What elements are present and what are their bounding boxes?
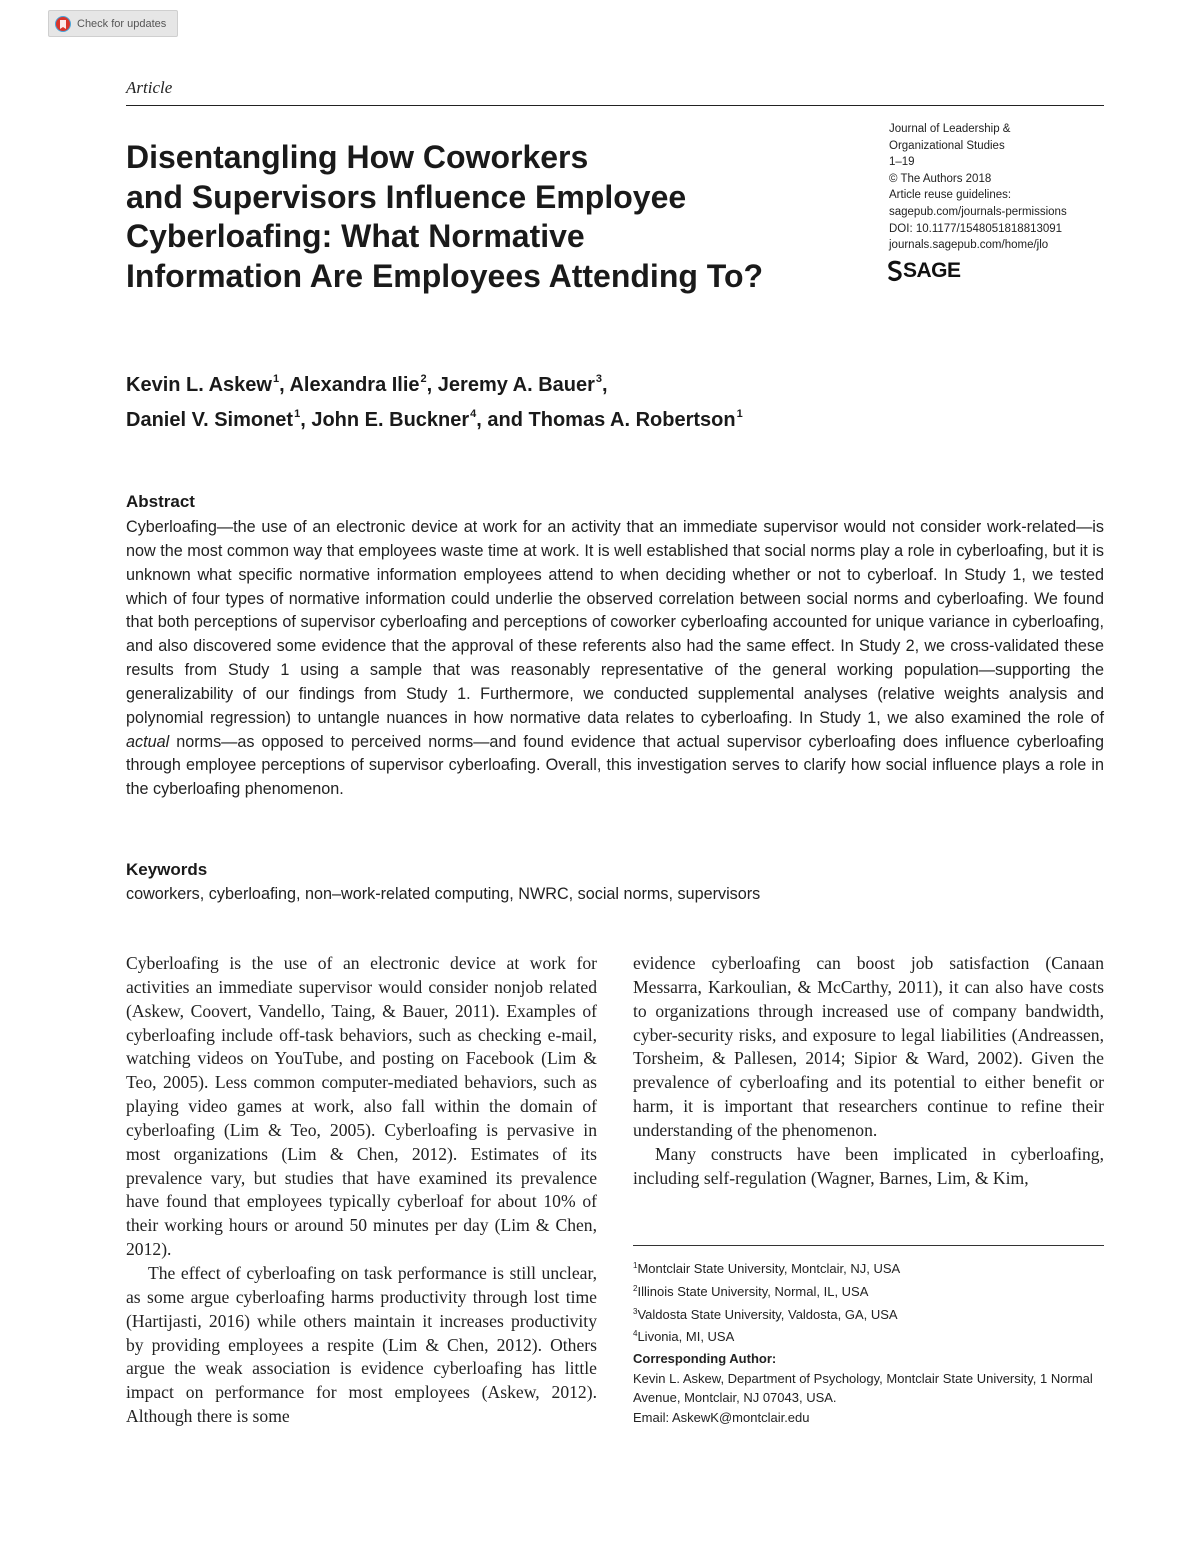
- author-separator: ,: [279, 374, 290, 396]
- corresponding-author-address: Kevin L. Askew, Department of Psychology, Montclair State University, 1 Normal Avenue, Montclair, NJ 07043, USA.: [633, 1370, 1093, 1406]
- affiliation-marker: 1: [294, 408, 301, 420]
- title-line: Information Are Employees Attending To?: [126, 257, 764, 294]
- copyright: © The Authors 2018: [889, 172, 992, 185]
- affiliation-marker: 1: [736, 408, 743, 420]
- affiliation-number: 1: [633, 1261, 638, 1270]
- author-name: Jeremy A. Bauer: [437, 374, 595, 396]
- affiliation-marker: 3: [595, 373, 603, 385]
- body-column-left: [126, 952, 597, 1429]
- author-separator: ,: [300, 409, 312, 431]
- body-paragraph: Cyberloafing is the use of an electronic device at work for activities an immediate supervisor would consider nonjob related (Askew, Coovert, Vandello, Taing, & Bauer, 2011). Examples of cyberloafing include off-task behaviors, such as checking e-mail, watching videos on YouTube, and posting on Facebook (Lim & Teo, 2005). Less common computer-mediated behaviors, such as playing video games at work, also fall within the domain of cyberloafing (Lim & Teo, 2005). Cyberloafing is pervasive in most organizations (Lim & Chen, 2012). Estimates of its prevalence vary, but studies that have examined its prevalence have found that employees typically cyberloaf for about 10% of their working hours or around 50 minutes per day (Lim & Chen, 2012).: [126, 953, 597, 1260]
- abstract-text-part: Cyberloafing—the use of an electronic device at work for an activity that an immediate supervisor would not consider work-related—is now the most common way that employees waste time at work. It is well established that social norms play a role in cyberloafing, but it is unknown what specific normative information employees attend to when deciding whether or not to cyberloaf. In Study 1, we tested which of four types of normative information could underlie the observed correlation between social norms and cyberloafing. We found that both perceptions of supervisor cyberloafing and perceptions of coworker cyberloafing accounted for unique variance in cyberloafing, and also discovered some evidence that the approval of these referents also had the same effect. In Study 2, we cross-validated these results from Study 1 using a sample that was reasonably representative of the general working population—supporting the generalizability of our findings from Study 1. Furthermore, we conducted supplemental analyses (relative weights analysis and polynomial regression) to untangle nuances in how normative data relates to cyberloafing. In Study 1, we also examined the role of: [126, 518, 1104, 727]
- header-rule: [126, 105, 1104, 106]
- affiliation-marker: 4: [470, 408, 477, 420]
- author-line: [126, 400, 946, 435]
- journal-name: Journal of Leadership &: [889, 123, 1011, 135]
- keywords-text: coworkers, cyberloafing, non–work-related computing, NWRC, social norms, supervisors: [126, 885, 761, 903]
- author-list: [126, 365, 946, 435]
- article-type-label: Article: [126, 78, 173, 97]
- author-line: [126, 365, 946, 400]
- affiliation-item: [633, 1324, 1104, 1347]
- permissions-link[interactable]: sagepub.com/journals-permissions: [889, 205, 1067, 218]
- author-separator: , and: [476, 409, 529, 431]
- check-for-updates-label: Check for updates: [77, 17, 167, 30]
- journal-info: [889, 121, 1104, 254]
- affiliation-item: [633, 1302, 1104, 1325]
- title-line: Cyberloafing: What Normative: [126, 218, 585, 254]
- corresponding-author: [633, 1349, 1104, 1427]
- title-line: Disentangling How Coworkers: [126, 139, 589, 175]
- body-paragraph: Many constructs have been implicated in cyberloafing, including self-regulation (Wagner, Barnes, Lim, & Kim,: [633, 1143, 1104, 1188]
- doi[interactable]: DOI: 10.1177/1548051818813091: [889, 222, 1063, 235]
- sage-logo-text: SAGE: [903, 259, 961, 282]
- affiliation-item: [633, 1279, 1104, 1302]
- abstract-heading: Abstract: [126, 492, 195, 511]
- affiliation-number: 4: [633, 1329, 638, 1339]
- author-separator: ,: [426, 374, 438, 396]
- journal-homepage-link[interactable]: journals.sagepub.com/home/jlo: [889, 239, 1049, 252]
- affiliation-text: Illinois State University, Normal, IL, USA: [637, 1283, 869, 1299]
- affiliation-marker: 2: [420, 373, 427, 385]
- affiliations: [633, 1256, 1104, 1347]
- article-title: [126, 138, 866, 296]
- affiliation-number: 2: [633, 1283, 638, 1293]
- title-line: and Supervisors Influence Employee: [126, 178, 687, 215]
- affiliation-item: [633, 1256, 1104, 1279]
- affiliation-text: Valdosta State University, Valdosta, GA, USA: [637, 1306, 898, 1322]
- affiliation-marker: 1: [272, 373, 280, 385]
- abstract-emphasis: actual: [126, 732, 170, 751]
- author-name: Thomas A. Robertson: [528, 409, 736, 431]
- affiliation-text: Livonia, MI, USA: [637, 1329, 735, 1345]
- corresponding-author-heading: Corresponding Author:: [633, 1351, 777, 1366]
- journal-name-cont: Organizational Studies: [889, 139, 1005, 152]
- author-name: Alexandra Ilie: [289, 374, 420, 396]
- keywords-heading: Keywords: [126, 860, 208, 879]
- abstract-text: [126, 516, 1104, 802]
- author-name: Daniel V. Simonet: [126, 409, 294, 431]
- affiliation-text: Montclair State University, Montclair, NJ, USA: [637, 1261, 901, 1276]
- author-name: John E. Buckner: [311, 409, 470, 431]
- sage-logo: [888, 259, 961, 283]
- affiliation-number: 3: [633, 1306, 638, 1316]
- body-paragraph: The effect of cyberloafing on task performance is still unclear, as some argue cyberloafing harms productivity through lost time (Hartijasti, 2016) while others maintain it increases productivity by providing employees a respite (Lim & Chen, 2012). Others argue the weak association is evidence cyberloafing has little impact on performance for most employees (Askew, 2012). Although there is some: [126, 1262, 597, 1427]
- body-column-right: [633, 952, 1104, 1190]
- author-name: Kevin L. Askew: [126, 374, 272, 396]
- check-for-updates-button[interactable]: [48, 10, 178, 37]
- corresponding-author-email[interactable]: Email: AskewK@montclair.edu: [633, 1409, 810, 1425]
- sage-logo-mark-icon: [888, 260, 902, 282]
- reuse-guidelines-label: Article reuse guidelines:: [889, 189, 1012, 202]
- abstract-text-part: norms—as opposed to perceived norms—and found evidence that actual supervisor cyberloafing does influence cyberloafing through employee perceptions of supervisor cyberloafing. Overall, this investigation serves to clarify how social influence plays a role in the cyberloafing phenomenon.: [126, 732, 1104, 799]
- author-separator: ,: [602, 374, 608, 396]
- page-range: 1–19: [889, 156, 915, 169]
- footnote-rule: [633, 1245, 1104, 1246]
- body-paragraph: evidence cyberloafing can boost job satisfaction (Canaan Messarra, Karkoulian, & McCarthy, 2011), it can also have costs to organizations through increased use of company bandwidth, cyber-security risks, and exposure to legal liabilities (Andreassen, Torsheim, & Pallesen, 2014; Sipior & Ward, 2002). Given the prevalence of cyberloafing and its potential to either benefit or harm, it is important that researchers continue to refine their understanding of the phenomenon.: [633, 953, 1104, 1140]
- crossmark-icon: [55, 16, 71, 32]
